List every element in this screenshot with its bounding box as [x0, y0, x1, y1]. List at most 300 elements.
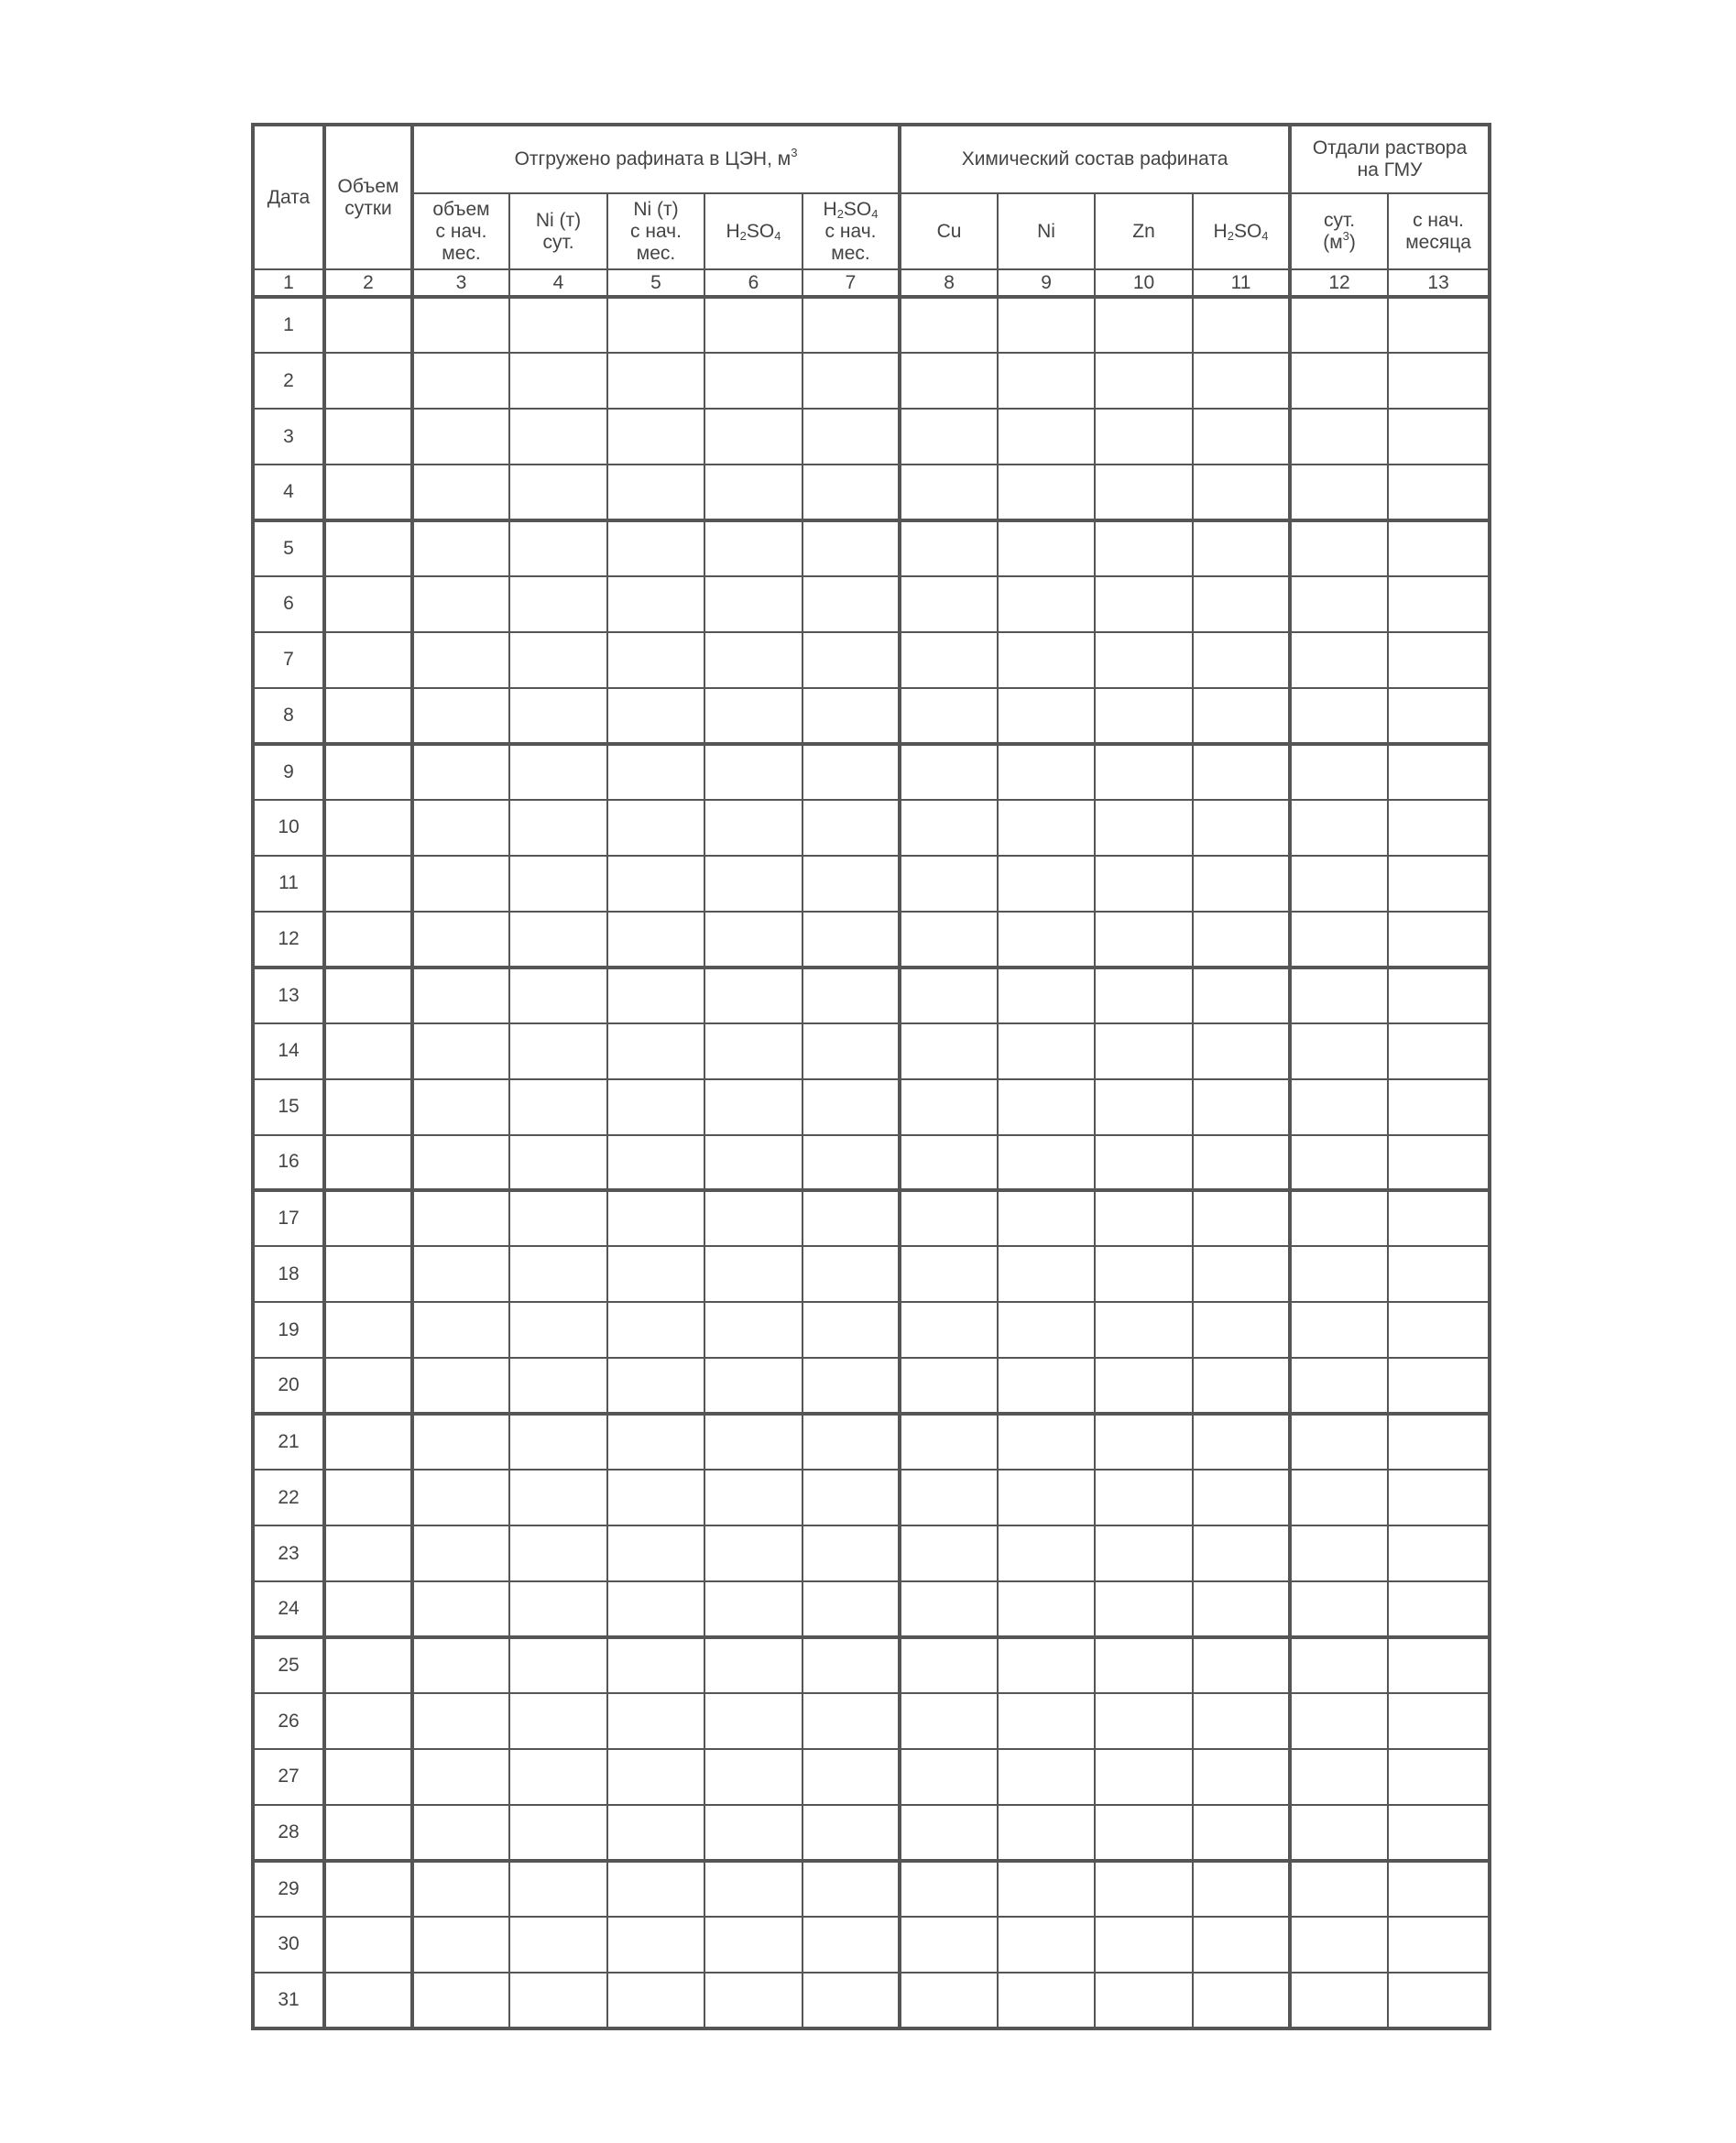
entry-cell[interactable] [704, 856, 802, 912]
entry-cell[interactable] [704, 632, 802, 688]
entry-cell[interactable] [704, 1637, 802, 1693]
entry-cell[interactable] [607, 1581, 704, 1637]
entry-cell[interactable] [704, 353, 802, 409]
entry-cell[interactable] [509, 297, 607, 353]
entry-cell[interactable] [1095, 1973, 1193, 2028]
entry-cell[interactable] [509, 465, 607, 520]
entry-cell[interactable] [1193, 1135, 1290, 1191]
entry-cell[interactable] [1193, 1581, 1290, 1637]
entry-cell[interactable] [324, 1135, 412, 1191]
entry-cell[interactable] [412, 800, 509, 856]
entry-cell[interactable] [1290, 1135, 1388, 1191]
entry-cell[interactable] [324, 632, 412, 688]
entry-cell[interactable] [607, 1246, 704, 1302]
entry-cell[interactable] [900, 1470, 998, 1525]
entry-cell[interactable] [802, 912, 900, 968]
entry-cell[interactable] [1193, 1246, 1290, 1302]
entry-cell[interactable] [1095, 1693, 1193, 1749]
entry-cell[interactable] [998, 1414, 1095, 1470]
entry-cell[interactable] [1095, 465, 1193, 520]
entry-cell[interactable] [704, 1693, 802, 1749]
entry-cell[interactable] [324, 1190, 412, 1246]
entry-cell[interactable] [607, 1693, 704, 1749]
entry-cell[interactable] [1095, 800, 1193, 856]
entry-cell[interactable] [1193, 576, 1290, 632]
entry-cell[interactable] [509, 1805, 607, 1861]
entry-cell[interactable] [607, 968, 704, 1023]
entry-cell[interactable] [900, 1693, 998, 1749]
entry-cell[interactable] [1193, 744, 1290, 800]
entry-cell[interactable] [509, 353, 607, 409]
entry-cell[interactable] [1388, 1749, 1490, 1805]
entry-cell[interactable] [607, 353, 704, 409]
entry-cell[interactable] [900, 1525, 998, 1581]
entry-cell[interactable] [802, 856, 900, 912]
entry-cell[interactable] [324, 1246, 412, 1302]
entry-cell[interactable] [704, 1470, 802, 1525]
entry-cell[interactable] [412, 297, 509, 353]
entry-cell[interactable] [900, 1973, 998, 2028]
entry-cell[interactable] [998, 1693, 1095, 1749]
entry-cell[interactable] [412, 1749, 509, 1805]
entry-cell[interactable] [900, 353, 998, 409]
entry-cell[interactable] [900, 1079, 998, 1135]
entry-cell[interactable] [802, 800, 900, 856]
entry-cell[interactable] [704, 744, 802, 800]
entry-cell[interactable] [802, 1973, 900, 2028]
entry-cell[interactable] [412, 1023, 509, 1079]
entry-cell[interactable] [324, 800, 412, 856]
entry-cell[interactable] [324, 465, 412, 520]
entry-cell[interactable] [412, 912, 509, 968]
entry-cell[interactable] [509, 688, 607, 744]
entry-cell[interactable] [900, 968, 998, 1023]
entry-cell[interactable] [1388, 912, 1490, 968]
entry-cell[interactable] [1388, 1861, 1490, 1917]
entry-cell[interactable] [607, 520, 704, 576]
entry-cell[interactable] [1388, 856, 1490, 912]
entry-cell[interactable] [509, 912, 607, 968]
entry-cell[interactable] [1095, 576, 1193, 632]
entry-cell[interactable] [802, 1749, 900, 1805]
entry-cell[interactable] [324, 1023, 412, 1079]
entry-cell[interactable] [802, 1470, 900, 1525]
entry-cell[interactable] [412, 1470, 509, 1525]
entry-cell[interactable] [1095, 968, 1193, 1023]
entry-cell[interactable] [1290, 744, 1388, 800]
entry-cell[interactable] [1388, 297, 1490, 353]
entry-cell[interactable] [324, 968, 412, 1023]
entry-cell[interactable] [802, 520, 900, 576]
entry-cell[interactable] [998, 968, 1095, 1023]
entry-cell[interactable] [1193, 1079, 1290, 1135]
entry-cell[interactable] [607, 1861, 704, 1917]
entry-cell[interactable] [509, 856, 607, 912]
entry-cell[interactable] [1290, 1749, 1388, 1805]
entry-cell[interactable] [509, 1525, 607, 1581]
entry-cell[interactable] [998, 1581, 1095, 1637]
entry-cell[interactable] [412, 968, 509, 1023]
entry-cell[interactable] [324, 297, 412, 353]
entry-cell[interactable] [1095, 1637, 1193, 1693]
entry-cell[interactable] [607, 1525, 704, 1581]
entry-cell[interactable] [1388, 1973, 1490, 2028]
entry-cell[interactable] [1095, 688, 1193, 744]
entry-cell[interactable] [1290, 1023, 1388, 1079]
entry-cell[interactable] [1095, 1861, 1193, 1917]
entry-cell[interactable] [509, 1637, 607, 1693]
entry-cell[interactable] [1193, 1525, 1290, 1581]
entry-cell[interactable] [1095, 744, 1193, 800]
entry-cell[interactable] [324, 353, 412, 409]
entry-cell[interactable] [412, 1973, 509, 2028]
entry-cell[interactable] [900, 576, 998, 632]
entry-cell[interactable] [324, 1861, 412, 1917]
entry-cell[interactable] [1290, 297, 1388, 353]
entry-cell[interactable] [1290, 1637, 1388, 1693]
entry-cell[interactable] [802, 1581, 900, 1637]
entry-cell[interactable] [704, 1805, 802, 1861]
entry-cell[interactable] [509, 1135, 607, 1191]
entry-cell[interactable] [900, 1637, 998, 1693]
entry-cell[interactable] [1388, 1805, 1490, 1861]
entry-cell[interactable] [324, 1973, 412, 2028]
entry-cell[interactable] [802, 1302, 900, 1358]
entry-cell[interactable] [324, 1525, 412, 1581]
entry-cell[interactable] [704, 1246, 802, 1302]
entry-cell[interactable] [607, 1973, 704, 2028]
entry-cell[interactable] [412, 1414, 509, 1470]
entry-cell[interactable] [324, 576, 412, 632]
entry-cell[interactable] [324, 912, 412, 968]
entry-cell[interactable] [1388, 1525, 1490, 1581]
entry-cell[interactable] [900, 1749, 998, 1805]
entry-cell[interactable] [1290, 1358, 1388, 1414]
entry-cell[interactable] [1193, 912, 1290, 968]
entry-cell[interactable] [324, 1358, 412, 1414]
entry-cell[interactable] [1095, 1917, 1193, 1973]
entry-cell[interactable] [509, 800, 607, 856]
entry-cell[interactable] [607, 297, 704, 353]
entry-cell[interactable] [900, 800, 998, 856]
entry-cell[interactable] [509, 1973, 607, 2028]
entry-cell[interactable] [1290, 856, 1388, 912]
entry-cell[interactable] [998, 1246, 1095, 1302]
entry-cell[interactable] [509, 409, 607, 465]
entry-cell[interactable] [1193, 688, 1290, 744]
entry-cell[interactable] [704, 1135, 802, 1191]
entry-cell[interactable] [412, 856, 509, 912]
entry-cell[interactable] [900, 912, 998, 968]
entry-cell[interactable] [324, 1637, 412, 1693]
entry-cell[interactable] [324, 1470, 412, 1525]
entry-cell[interactable] [509, 576, 607, 632]
entry-cell[interactable] [412, 1302, 509, 1358]
entry-cell[interactable] [324, 1693, 412, 1749]
entry-cell[interactable] [412, 1246, 509, 1302]
entry-cell[interactable] [412, 744, 509, 800]
entry-cell[interactable] [1388, 800, 1490, 856]
entry-cell[interactable] [802, 1917, 900, 1973]
entry-cell[interactable] [1290, 1246, 1388, 1302]
entry-cell[interactable] [704, 1581, 802, 1637]
entry-cell[interactable] [998, 800, 1095, 856]
entry-cell[interactable] [1290, 1470, 1388, 1525]
entry-cell[interactable] [998, 1079, 1095, 1135]
entry-cell[interactable] [802, 409, 900, 465]
entry-cell[interactable] [802, 632, 900, 688]
entry-cell[interactable] [1290, 632, 1388, 688]
entry-cell[interactable] [1388, 576, 1490, 632]
entry-cell[interactable] [998, 1861, 1095, 1917]
entry-cell[interactable] [1388, 520, 1490, 576]
entry-cell[interactable] [607, 1749, 704, 1805]
entry-cell[interactable] [412, 1805, 509, 1861]
entry-cell[interactable] [412, 465, 509, 520]
entry-cell[interactable] [607, 1190, 704, 1246]
entry-cell[interactable] [509, 1861, 607, 1917]
entry-cell[interactable] [900, 1302, 998, 1358]
entry-cell[interactable] [704, 1861, 802, 1917]
entry-cell[interactable] [998, 465, 1095, 520]
entry-cell[interactable] [412, 1358, 509, 1414]
entry-cell[interactable] [1193, 1414, 1290, 1470]
entry-cell[interactable] [412, 520, 509, 576]
entry-cell[interactable] [607, 688, 704, 744]
entry-cell[interactable] [1193, 800, 1290, 856]
entry-cell[interactable] [1193, 297, 1290, 353]
entry-cell[interactable] [704, 1414, 802, 1470]
entry-cell[interactable] [1095, 297, 1193, 353]
entry-cell[interactable] [802, 465, 900, 520]
entry-cell[interactable] [998, 1470, 1095, 1525]
entry-cell[interactable] [324, 1581, 412, 1637]
entry-cell[interactable] [412, 1581, 509, 1637]
entry-cell[interactable] [1388, 1358, 1490, 1414]
entry-cell[interactable] [704, 1973, 802, 2028]
entry-cell[interactable] [607, 800, 704, 856]
entry-cell[interactable] [998, 576, 1095, 632]
entry-cell[interactable] [607, 1805, 704, 1861]
entry-cell[interactable] [324, 1414, 412, 1470]
entry-cell[interactable] [998, 912, 1095, 968]
entry-cell[interactable] [802, 1079, 900, 1135]
entry-cell[interactable] [900, 744, 998, 800]
entry-cell[interactable] [1290, 1414, 1388, 1470]
entry-cell[interactable] [1290, 409, 1388, 465]
entry-cell[interactable] [412, 1693, 509, 1749]
entry-cell[interactable] [1388, 1302, 1490, 1358]
entry-cell[interactable] [1193, 353, 1290, 409]
entry-cell[interactable] [1388, 465, 1490, 520]
entry-cell[interactable] [704, 1525, 802, 1581]
entry-cell[interactable] [802, 1414, 900, 1470]
entry-cell[interactable] [1095, 1470, 1193, 1525]
entry-cell[interactable] [900, 1581, 998, 1637]
entry-cell[interactable] [607, 1023, 704, 1079]
entry-cell[interactable] [1193, 1861, 1290, 1917]
entry-cell[interactable] [509, 520, 607, 576]
entry-cell[interactable] [607, 1302, 704, 1358]
entry-cell[interactable] [802, 1637, 900, 1693]
entry-cell[interactable] [509, 1693, 607, 1749]
entry-cell[interactable] [900, 520, 998, 576]
entry-cell[interactable] [412, 1637, 509, 1693]
entry-cell[interactable] [802, 1190, 900, 1246]
entry-cell[interactable] [1095, 1749, 1193, 1805]
entry-cell[interactable] [1193, 1190, 1290, 1246]
entry-cell[interactable] [509, 1414, 607, 1470]
entry-cell[interactable] [802, 1525, 900, 1581]
entry-cell[interactable] [1095, 1023, 1193, 1079]
entry-cell[interactable] [509, 968, 607, 1023]
entry-cell[interactable] [607, 1079, 704, 1135]
entry-cell[interactable] [998, 1190, 1095, 1246]
entry-cell[interactable] [1388, 632, 1490, 688]
entry-cell[interactable] [324, 520, 412, 576]
entry-cell[interactable] [1388, 1693, 1490, 1749]
entry-cell[interactable] [509, 632, 607, 688]
entry-cell[interactable] [607, 465, 704, 520]
entry-cell[interactable] [802, 297, 900, 353]
entry-cell[interactable] [1388, 409, 1490, 465]
entry-cell[interactable] [1290, 1861, 1388, 1917]
entry-cell[interactable] [1095, 1581, 1193, 1637]
entry-cell[interactable] [1290, 1302, 1388, 1358]
entry-cell[interactable] [509, 1023, 607, 1079]
entry-cell[interactable] [704, 465, 802, 520]
entry-cell[interactable] [607, 856, 704, 912]
entry-cell[interactable] [998, 353, 1095, 409]
entry-cell[interactable] [802, 1023, 900, 1079]
entry-cell[interactable] [1388, 1414, 1490, 1470]
entry-cell[interactable] [1290, 1581, 1388, 1637]
entry-cell[interactable] [900, 465, 998, 520]
entry-cell[interactable] [900, 1190, 998, 1246]
entry-cell[interactable] [900, 632, 998, 688]
entry-cell[interactable] [1193, 856, 1290, 912]
entry-cell[interactable] [607, 1358, 704, 1414]
entry-cell[interactable] [324, 409, 412, 465]
entry-cell[interactable] [998, 856, 1095, 912]
entry-cell[interactable] [802, 576, 900, 632]
entry-cell[interactable] [1193, 1805, 1290, 1861]
entry-cell[interactable] [1388, 1917, 1490, 1973]
entry-cell[interactable] [509, 1358, 607, 1414]
entry-cell[interactable] [412, 576, 509, 632]
entry-cell[interactable] [704, 1917, 802, 1973]
entry-cell[interactable] [607, 1637, 704, 1693]
entry-cell[interactable] [324, 1079, 412, 1135]
entry-cell[interactable] [412, 1917, 509, 1973]
entry-cell[interactable] [1193, 1917, 1290, 1973]
entry-cell[interactable] [1193, 1023, 1290, 1079]
entry-cell[interactable] [1095, 1805, 1193, 1861]
entry-cell[interactable] [1290, 800, 1388, 856]
entry-cell[interactable] [704, 912, 802, 968]
entry-cell[interactable] [412, 353, 509, 409]
entry-cell[interactable] [1095, 856, 1193, 912]
entry-cell[interactable] [998, 1805, 1095, 1861]
entry-cell[interactable] [1290, 576, 1388, 632]
entry-cell[interactable] [607, 1135, 704, 1191]
entry-cell[interactable] [704, 800, 802, 856]
entry-cell[interactable] [704, 688, 802, 744]
entry-cell[interactable] [1388, 1637, 1490, 1693]
entry-cell[interactable] [607, 744, 704, 800]
entry-cell[interactable] [1193, 632, 1290, 688]
entry-cell[interactable] [998, 1637, 1095, 1693]
entry-cell[interactable] [1193, 1749, 1290, 1805]
entry-cell[interactable] [900, 409, 998, 465]
entry-cell[interactable] [900, 1805, 998, 1861]
entry-cell[interactable] [1095, 520, 1193, 576]
entry-cell[interactable] [704, 409, 802, 465]
entry-cell[interactable] [802, 688, 900, 744]
entry-cell[interactable] [1095, 1302, 1193, 1358]
entry-cell[interactable] [607, 409, 704, 465]
entry-cell[interactable] [412, 409, 509, 465]
entry-cell[interactable] [1095, 912, 1193, 968]
entry-cell[interactable] [607, 632, 704, 688]
entry-cell[interactable] [998, 688, 1095, 744]
entry-cell[interactable] [1193, 520, 1290, 576]
entry-cell[interactable] [704, 968, 802, 1023]
entry-cell[interactable] [998, 1302, 1095, 1358]
entry-cell[interactable] [1388, 744, 1490, 800]
entry-cell[interactable] [704, 1358, 802, 1414]
entry-cell[interactable] [802, 1693, 900, 1749]
entry-cell[interactable] [900, 1135, 998, 1191]
entry-cell[interactable] [1095, 1246, 1193, 1302]
entry-cell[interactable] [998, 409, 1095, 465]
entry-cell[interactable] [1388, 1581, 1490, 1637]
entry-cell[interactable] [900, 1246, 998, 1302]
entry-cell[interactable] [1290, 465, 1388, 520]
entry-cell[interactable] [802, 744, 900, 800]
entry-cell[interactable] [900, 1917, 998, 1973]
entry-cell[interactable] [704, 1023, 802, 1079]
entry-cell[interactable] [802, 1861, 900, 1917]
entry-cell[interactable] [704, 520, 802, 576]
entry-cell[interactable] [900, 1358, 998, 1414]
entry-cell[interactable] [1388, 1135, 1490, 1191]
entry-cell[interactable] [412, 1135, 509, 1191]
entry-cell[interactable] [1095, 409, 1193, 465]
entry-cell[interactable] [998, 1023, 1095, 1079]
entry-cell[interactable] [607, 912, 704, 968]
entry-cell[interactable] [1193, 1693, 1290, 1749]
entry-cell[interactable] [412, 632, 509, 688]
entry-cell[interactable] [607, 576, 704, 632]
entry-cell[interactable] [1388, 688, 1490, 744]
entry-cell[interactable] [704, 1079, 802, 1135]
entry-cell[interactable] [1193, 465, 1290, 520]
entry-cell[interactable] [1290, 353, 1388, 409]
entry-cell[interactable] [1388, 1023, 1490, 1079]
entry-cell[interactable] [412, 1190, 509, 1246]
entry-cell[interactable] [998, 1973, 1095, 2028]
entry-cell[interactable] [412, 1079, 509, 1135]
entry-cell[interactable] [1290, 1525, 1388, 1581]
entry-cell[interactable] [1095, 1135, 1193, 1191]
entry-cell[interactable] [802, 1358, 900, 1414]
entry-cell[interactable] [802, 1135, 900, 1191]
entry-cell[interactable] [900, 297, 998, 353]
entry-cell[interactable] [998, 1749, 1095, 1805]
entry-cell[interactable] [1388, 1246, 1490, 1302]
entry-cell[interactable] [324, 1917, 412, 1973]
